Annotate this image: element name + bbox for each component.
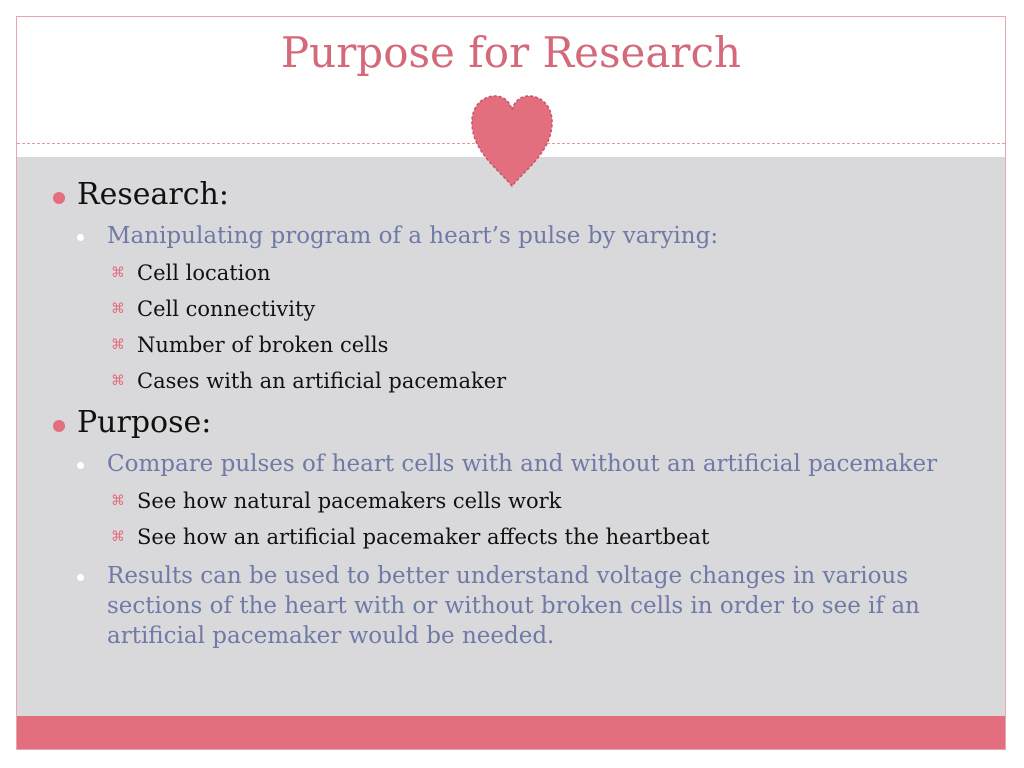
sub-list-item xyxy=(53,291,973,327)
sub-list-item-text: Number of broken cells xyxy=(137,333,389,357)
list-item xyxy=(53,221,973,251)
list-item-text: Compare pulses of heart cells with and without an artificial pacemaker xyxy=(107,451,938,477)
bullet-icon xyxy=(53,420,65,432)
bullet-icon xyxy=(77,234,84,241)
sub-list-item-text: Cell location xyxy=(137,261,271,285)
sub-list-item-text: Cases with an artificial pacemaker xyxy=(137,369,507,393)
sub-list-item xyxy=(53,327,973,363)
sub-list-item-text: See how an artificial pacemaker affects the heartbeat xyxy=(137,525,710,549)
slide xyxy=(16,16,1006,750)
cross-bullet-icon: ⌘ xyxy=(111,493,125,509)
sub-list-item xyxy=(53,363,973,399)
list-item xyxy=(53,561,973,651)
bullet-icon xyxy=(53,192,65,204)
bullet-icon xyxy=(77,462,84,469)
sub-list-item xyxy=(53,255,973,291)
cross-bullet-icon: ⌘ xyxy=(111,265,125,281)
section-heading-text: Purpose: xyxy=(77,405,212,440)
cross-bullet-icon: ⌘ xyxy=(111,529,125,545)
sub-list-item xyxy=(53,519,973,555)
cross-bullet-icon: ⌘ xyxy=(111,301,125,317)
cross-bullet-icon: ⌘ xyxy=(111,337,125,353)
list-item-text: Manipulating program of a heart’s pulse by varying: xyxy=(107,223,719,249)
bullet-list xyxy=(53,177,973,655)
section-heading xyxy=(53,405,973,441)
slide-title: Purpose for Research xyxy=(280,28,742,77)
heart-icon xyxy=(469,94,555,188)
bullet-icon xyxy=(77,574,84,581)
list-item-text: Results can be used to better understand voltage changes in various sections of the heart with or without broken cells in order to see if an artificial pacemaker would be needed. xyxy=(107,563,920,649)
section-heading-text: Research: xyxy=(77,177,229,212)
cross-bullet-icon: ⌘ xyxy=(111,373,125,389)
sub-list-item xyxy=(53,483,973,519)
list-item xyxy=(53,449,973,479)
footer-bar xyxy=(17,716,1005,749)
section-heading xyxy=(53,177,973,213)
sub-list-item-text: Cell connectivity xyxy=(137,297,316,321)
sub-list-item-text: See how natural pacemakers cells work xyxy=(137,489,562,513)
